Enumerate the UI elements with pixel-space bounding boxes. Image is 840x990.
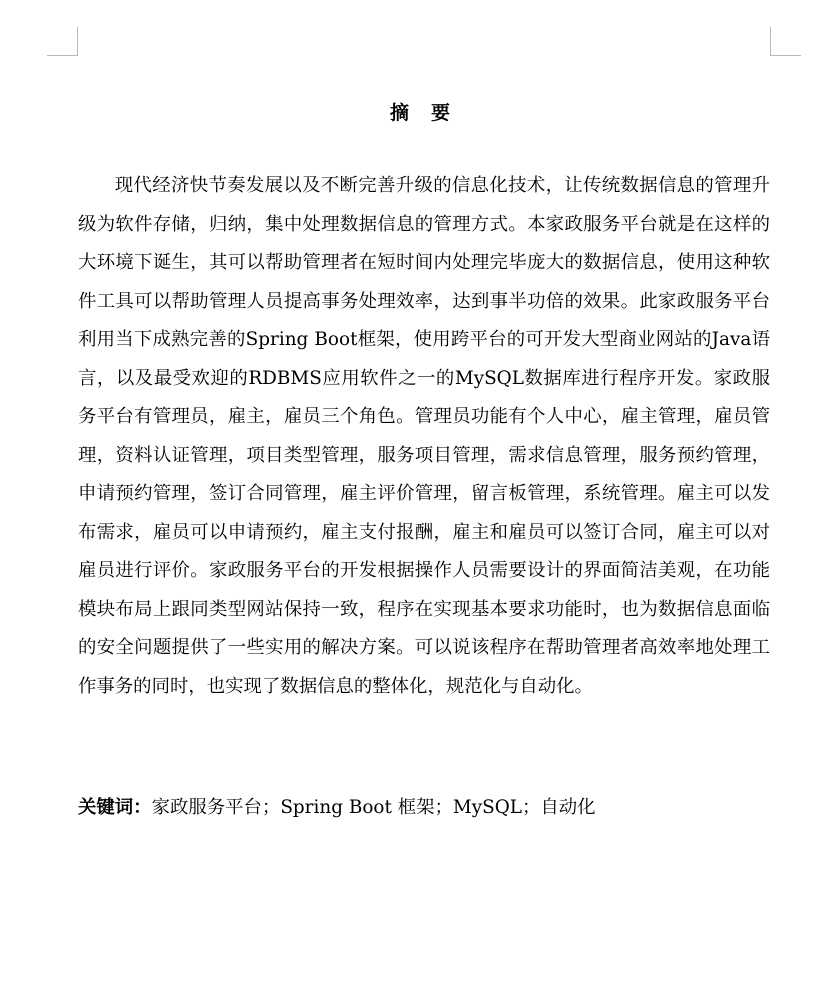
- keywords-text: 家政服务平台；Spring Boot 框架；MySQL；自动化: [151, 797, 596, 818]
- abstract-title: 摘要: [389, 102, 472, 124]
- abstract-body: 现代经济快节奏发展以及不断完善升级的信息化技术，让传统数据信息的管理升级为软件存储，归纳，集中处理数据信息的管理方式。本家政服务平台就是在这样的大环境下诞生，其可以帮助管理者在短时间内处理完毕庞大的数据信息，使用这种软件工具可以帮助管理人员提高事务处理效率，达到事半功倍的效果。此家政服务平台利用当下成熟完善的Spring Boot框架，使用跨平台的可开发大型商业网站的Java语言，以及最受欢迎的RDBMS应用软件之一的MySQL数据库进行程序开发。家政服务平台有管理员，雇主，雇员三个角色。管理员功能有个人中心，雇主管理，雇员管理，资料认证管理，项目类型管理，服务项目管理，需求信息管理，服务预约管理，申请预约管理，签订合同管理，雇主评价管理，留言板管理，系统管理。雇主可以发布需求，雇员可以申请预约，雇主支付报酬，雇主和雇员可以签订合同，雇主可以对雇员进行评价。家政服务平台的开发根据操作人员需要设计的界面简洁美观，在功能模块布局上跟同类型网站保持一致，程序在实现基本要求功能时，也为数据信息面临的安全问题提供了一些实用的解决方案。可以说该程序在帮助管理者高效率地处理工作事务的同时，也实现了数据信息的整体化，规范化与自动化。: [78, 175, 770, 697]
- keywords-line: [78, 793, 770, 823]
- keywords-label: 关键词：: [78, 797, 152, 818]
- crop-mark-top-left: [47, 27, 78, 56]
- crop-mark-top-right: [770, 27, 801, 56]
